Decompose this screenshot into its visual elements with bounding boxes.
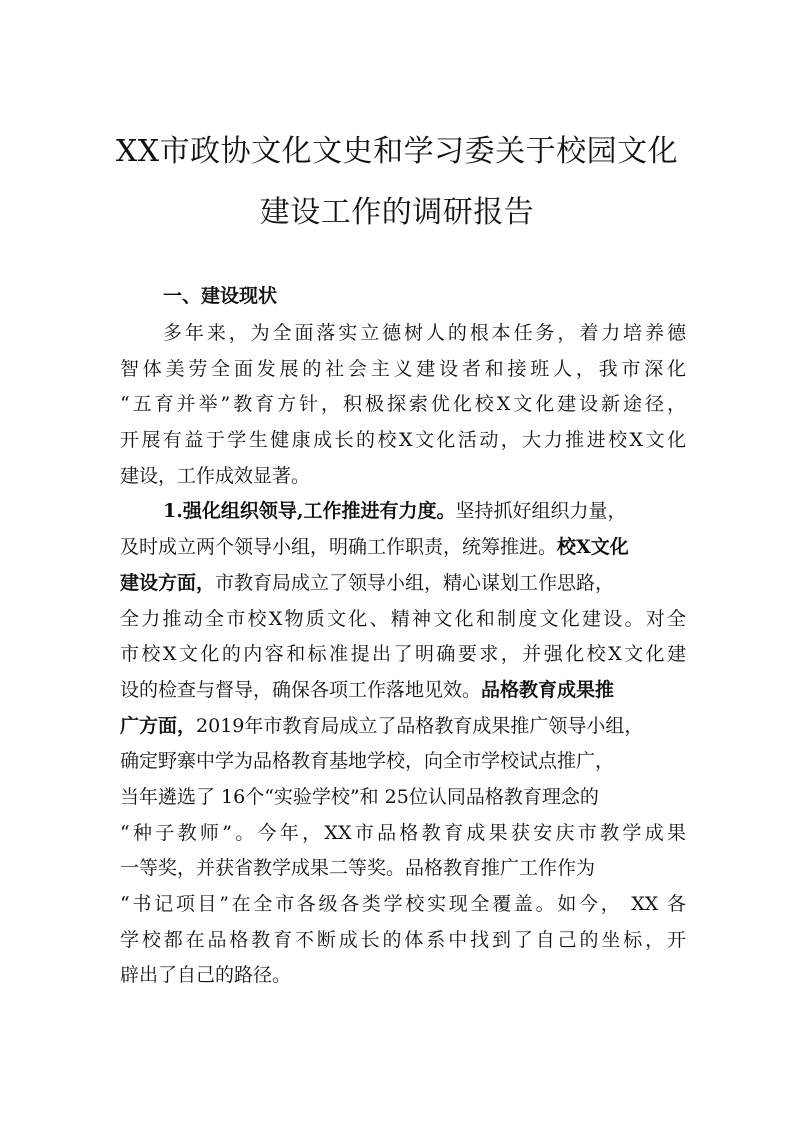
- paragraph-2-line-10: “种子教师”。今年，XX市品格教育成果获安庆市教学成果: [120, 821, 686, 844]
- paragraph-2-line-8: 确定野寨中学为品格教育基地学校，向全市学校试点推广，: [120, 750, 615, 773]
- paragraph-1-line-3: “五育并举”教育方针，积极探索优化校X文化建设新途径，: [120, 393, 686, 416]
- paragraph-2-line-13: 学校都在品格教育不断成长的体系中找到了自己的坐标，开: [120, 928, 686, 951]
- bold-phrase-character-education-end: 广方面，: [120, 714, 197, 737]
- paragraph-2-line-3: [120, 566, 686, 602]
- section-heading-current-status: 一、建设现状: [163, 285, 278, 307]
- paragraph-2-line-2-text: 及时成立两个领导小组，明确工作职责，统筹推进。: [120, 536, 558, 559]
- paragraph-1-line-4: 开展有益于学生健康成长的校X文化活动，大力推进校X文化: [120, 429, 686, 452]
- document-title-line-2: 建设工作的调研报告: [259, 195, 535, 230]
- bold-phrase-campus-culture-end: 建设方面，: [120, 571, 216, 594]
- paragraph-2-line-12: “书记项目”在全市各级各类学校实现全覆盖。如今， XX 各: [120, 893, 686, 915]
- paragraph-2-line-1-text: 坚持抓好组织力量，: [455, 500, 627, 523]
- paragraph-2-line-7-text: 2019年市教育局成立了品格教育成果推广领导小组，: [196, 714, 644, 737]
- subheading-organization-leadership: 1.强化组织领导,工作推进有力度。: [163, 500, 456, 523]
- bold-phrase-character-education-start: 品格教育成果推: [481, 678, 615, 701]
- paragraph-2-line-1: [120, 494, 686, 530]
- paragraph-1-line-1: 多年来，为全面落实立德树人的根本任务，着力培养德: [163, 322, 686, 344]
- bold-phrase-campus-culture-start: 校X文化: [557, 536, 629, 559]
- document-body: [120, 316, 686, 994]
- paragraph-2-line-5: 市校X文化的内容和标准提出了明确要求，并强化校X文化建: [120, 643, 686, 666]
- paragraph-1-line-2: 智体美劳全面发展的社会主义建设者和接班人，我市深化: [120, 357, 686, 380]
- paragraph-1-line-5: 建设，工作成效显著。: [120, 464, 311, 487]
- document-title-line-1: XX市政协文化文史和学习委关于校园文化: [115, 134, 679, 169]
- paragraph-2-line-7: [120, 709, 686, 745]
- paragraph-2-line-6: [120, 673, 686, 709]
- paragraph-2-line-6-text: 设的检查与督导，确保各项工作落地见效。: [120, 678, 482, 701]
- paragraph-2-line-9: 当年遴选了 16个“实验学校”和 25位认同品格教育理念的: [120, 785, 599, 808]
- paragraph-2-line-14: 辟出了自己的路径。: [120, 964, 292, 987]
- paragraph-2-line-11: 一等奖，并获省教学成果二等奖。品格教育推广工作作为: [120, 857, 596, 880]
- paragraph-2-line-3-text: 市教育局成立了领导小组，精心谋划工作思路，: [215, 571, 615, 594]
- paragraph-2-line-4: 全力推动全市校X物质文化、精神文化和制度文化建设。对全: [120, 607, 686, 630]
- paragraph-2-line-2: [120, 530, 686, 566]
